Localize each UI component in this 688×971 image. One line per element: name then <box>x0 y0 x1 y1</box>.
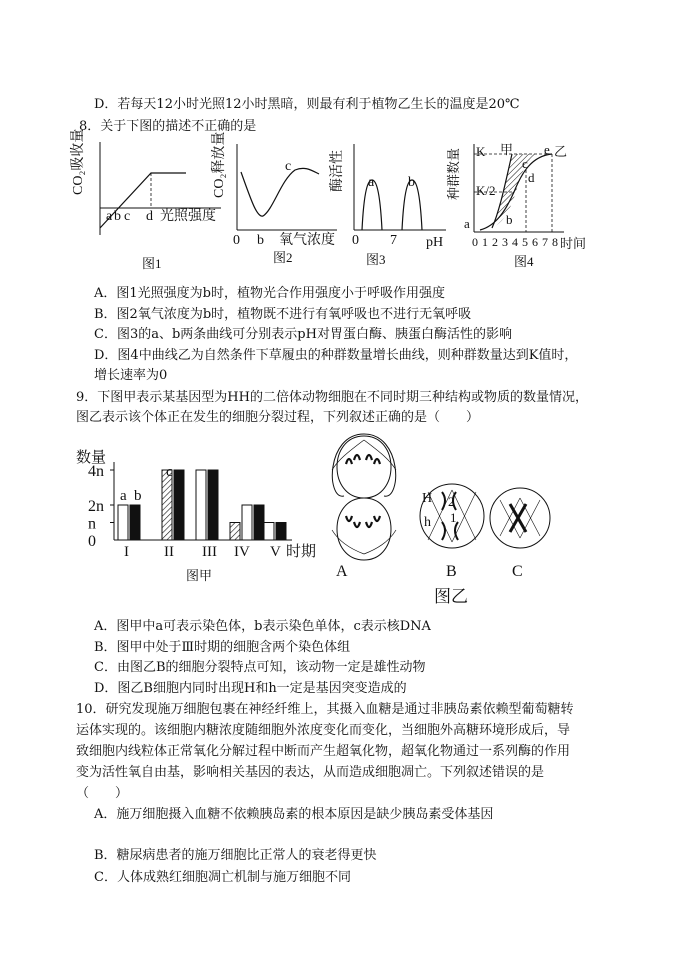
fig4-xtick: 7 <box>542 235 548 249</box>
chart-xtick: III <box>202 544 217 560</box>
chart-bar <box>264 523 274 541</box>
q8-figure-3 <box>330 140 451 275</box>
chart-bar <box>254 505 264 540</box>
fig2-ylabel: CO₂释放量 <box>212 131 227 198</box>
cell-C-label: C <box>512 563 523 580</box>
chart-ytick: 2n <box>88 498 104 515</box>
q9-stem-line2: 图乙表示该个体正在发生的细胞分裂过程，下列叙述正确的是（ ） <box>76 410 480 425</box>
fig4-e: e <box>544 142 550 157</box>
q7-option-d: D．若每天12小时光照12小时黑暗，则最有利于植物乙生长的温度是20℃ <box>94 97 520 112</box>
fig4-d: d <box>528 170 535 185</box>
fig4-xtick: 4 <box>512 235 518 249</box>
cell-B-label: B <box>446 563 457 580</box>
chart-bar <box>130 505 140 540</box>
fig4-c: c <box>522 156 528 171</box>
chart-bar <box>196 470 206 540</box>
q8-figure-2 <box>212 131 340 275</box>
chart-xlabel: 时期 <box>286 544 317 560</box>
cell-B-gene-h: h <box>424 515 431 530</box>
chart-ytick: 0 <box>88 533 96 550</box>
fig4-xtick: 1 <box>482 235 488 249</box>
q8-option-d: D．图4中曲线乙为自然条件下草履虫的种群数量增长曲线，则种群数量达到K值时， <box>94 348 578 363</box>
q8-option-b: B．图2氧气浓度为b时，植物既不进行有氧呼吸也不进行无氧呼吸 <box>94 307 472 322</box>
q8-option-d-cont: 增长速率为0 <box>94 368 168 383</box>
chart-bar <box>242 505 252 540</box>
q8-figure-1 <box>71 128 226 275</box>
chart-ytick: n <box>88 515 96 533</box>
q9-option-b: B．图甲中处于Ⅲ时期的细胞含两个染色体组 <box>94 640 351 655</box>
fig4-jia: 甲 <box>500 142 514 157</box>
fig1-ylabel: CO₂吸收量 <box>71 128 86 195</box>
fig3-a: a <box>368 175 375 190</box>
q9-option-d: D．图乙B细胞内同时出现H和h一定是基因突变造成的 <box>94 681 407 696</box>
q8-option-a: A．图1光照强度为b时，植物光合作用强度小于呼吸作用强度 <box>94 286 445 301</box>
fig4-xtick: 0 <box>472 235 478 249</box>
chart-bar <box>174 470 184 540</box>
fig4-ylabel: 种群数量 <box>446 147 461 200</box>
q10-option-b: B．糖尿病患者的施万细胞比正常人的衰老得更快 <box>94 848 377 863</box>
cell-A-label: A <box>336 563 348 580</box>
q10-option-a: A．施万细胞摄入血糖不依赖胰岛素的根本原因是缺少胰岛素受体基因 <box>94 807 494 822</box>
chart-series-c-label: c <box>166 464 173 480</box>
fig4-xtick: 3 <box>502 235 508 249</box>
q8-stem: 8．关于下图的描述不正确的是 <box>79 119 257 134</box>
q9-chart-jia <box>74 440 324 590</box>
q10-stem-line5: （ ） <box>76 786 129 801</box>
chart-title: 图甲 <box>186 568 213 583</box>
fig4-xtick: 8 <box>552 235 558 249</box>
fig3-b: b <box>408 175 415 190</box>
q9-stem-line1: 9．下图甲表示某基因型为HH的二倍体动物细胞在不同时期三种结构或物质的数量情况， <box>76 390 588 405</box>
fig4-xtick: 6 <box>532 235 538 249</box>
fig3-xlabel: pH <box>426 235 444 250</box>
fig2-c: c <box>285 159 292 174</box>
chart-series-a-label: a <box>120 488 127 504</box>
chart-xtick: II <box>164 544 174 560</box>
fig4-K: K <box>476 144 486 159</box>
fig1-point-c: c <box>124 209 131 224</box>
q8-option-c: C．图3的a、b两条曲线可分别表示pH对胃蛋白酶、胰蛋白酶活性的影响 <box>94 327 512 342</box>
cell-B-num-1: 1 <box>450 510 457 525</box>
fig2-caption: 图2 <box>273 250 293 265</box>
fig1-point-b: b <box>114 209 121 224</box>
chart-bar <box>118 505 128 540</box>
fig4-xtick: 5 <box>522 235 528 249</box>
q10-stem-line3: 致细胞内线粒体正常氧化分解过程中断而产生超氧化物，超氧化物通过一系列酶的作用 <box>76 744 571 759</box>
chart-xtick: V <box>270 544 281 560</box>
q10-stem-line4: 变为活性氧自由基，影响相关基因的表达，从而造成细胞凋亡。下列叙述错误的是 <box>76 765 545 780</box>
cell-B-num-2: 2 <box>448 494 455 509</box>
fig4-xlabel: 时间 <box>560 236 587 251</box>
fig4-yi: 乙 <box>554 144 568 159</box>
fig1-point-a: a <box>106 209 113 224</box>
cell-B-gene-H: H <box>422 491 433 506</box>
fig2-xlabel: 氧气浓度 <box>279 233 335 248</box>
fig1-xlabel: 光照强度 <box>160 209 216 224</box>
q10-stem-line1: 10．研究发现施万细胞包裹在神经纤维上，其摄入血糖是通过非胰岛素依赖型葡萄糖转 <box>76 702 574 717</box>
chart-ytick: 4n <box>88 463 104 480</box>
cell-A <box>332 434 396 560</box>
chart-bar <box>208 470 218 540</box>
fig4-b: b <box>506 212 513 227</box>
q10-option-c: C．人体成熟红细胞凋亡机制与施万细胞不同 <box>94 870 351 885</box>
chart-ylabel: 数量 <box>76 450 107 466</box>
chart-bar <box>230 523 240 541</box>
chart-bar <box>276 523 286 541</box>
fig3-tick-7: 7 <box>390 233 397 248</box>
chart-xtick: IV <box>234 544 250 560</box>
fig4-K2: K/2 <box>476 183 496 198</box>
q10-stem-line2: 运体实现的。该细胞内糖浓度随细胞外浓度变化而变化，当细胞外高糖环境形成后，导 <box>76 723 571 738</box>
fig4-a: a <box>464 216 470 231</box>
q9-option-a: A．图甲中a可表示染色体，b表示染色单体，c表示核DNA <box>94 619 431 634</box>
q8-figure-4 <box>446 140 592 275</box>
fig4-xtick: 2 <box>492 235 498 249</box>
fig2-b: b <box>257 233 264 248</box>
fig3-origin: 0 <box>352 233 359 248</box>
cell-C <box>490 488 550 548</box>
fig1-point-d: d <box>146 209 153 224</box>
fig1-caption: 图1 <box>142 256 162 271</box>
q9-figure-yi <box>324 430 568 610</box>
fig2-origin: 0 <box>233 233 240 248</box>
fig3-caption: 图3 <box>366 252 386 267</box>
fig3-ylabel: 酶活性 <box>330 150 345 192</box>
q9-option-c: C．由图乙B的细胞分裂特点可知，该动物一定是雄性动物 <box>94 660 426 675</box>
chart-series-b-label: b <box>134 488 142 504</box>
figure-yi-caption: 图乙 <box>434 587 468 606</box>
fig4-caption: 图4 <box>514 254 534 269</box>
chart-xtick: I <box>124 544 129 560</box>
chart-bar <box>162 470 172 540</box>
